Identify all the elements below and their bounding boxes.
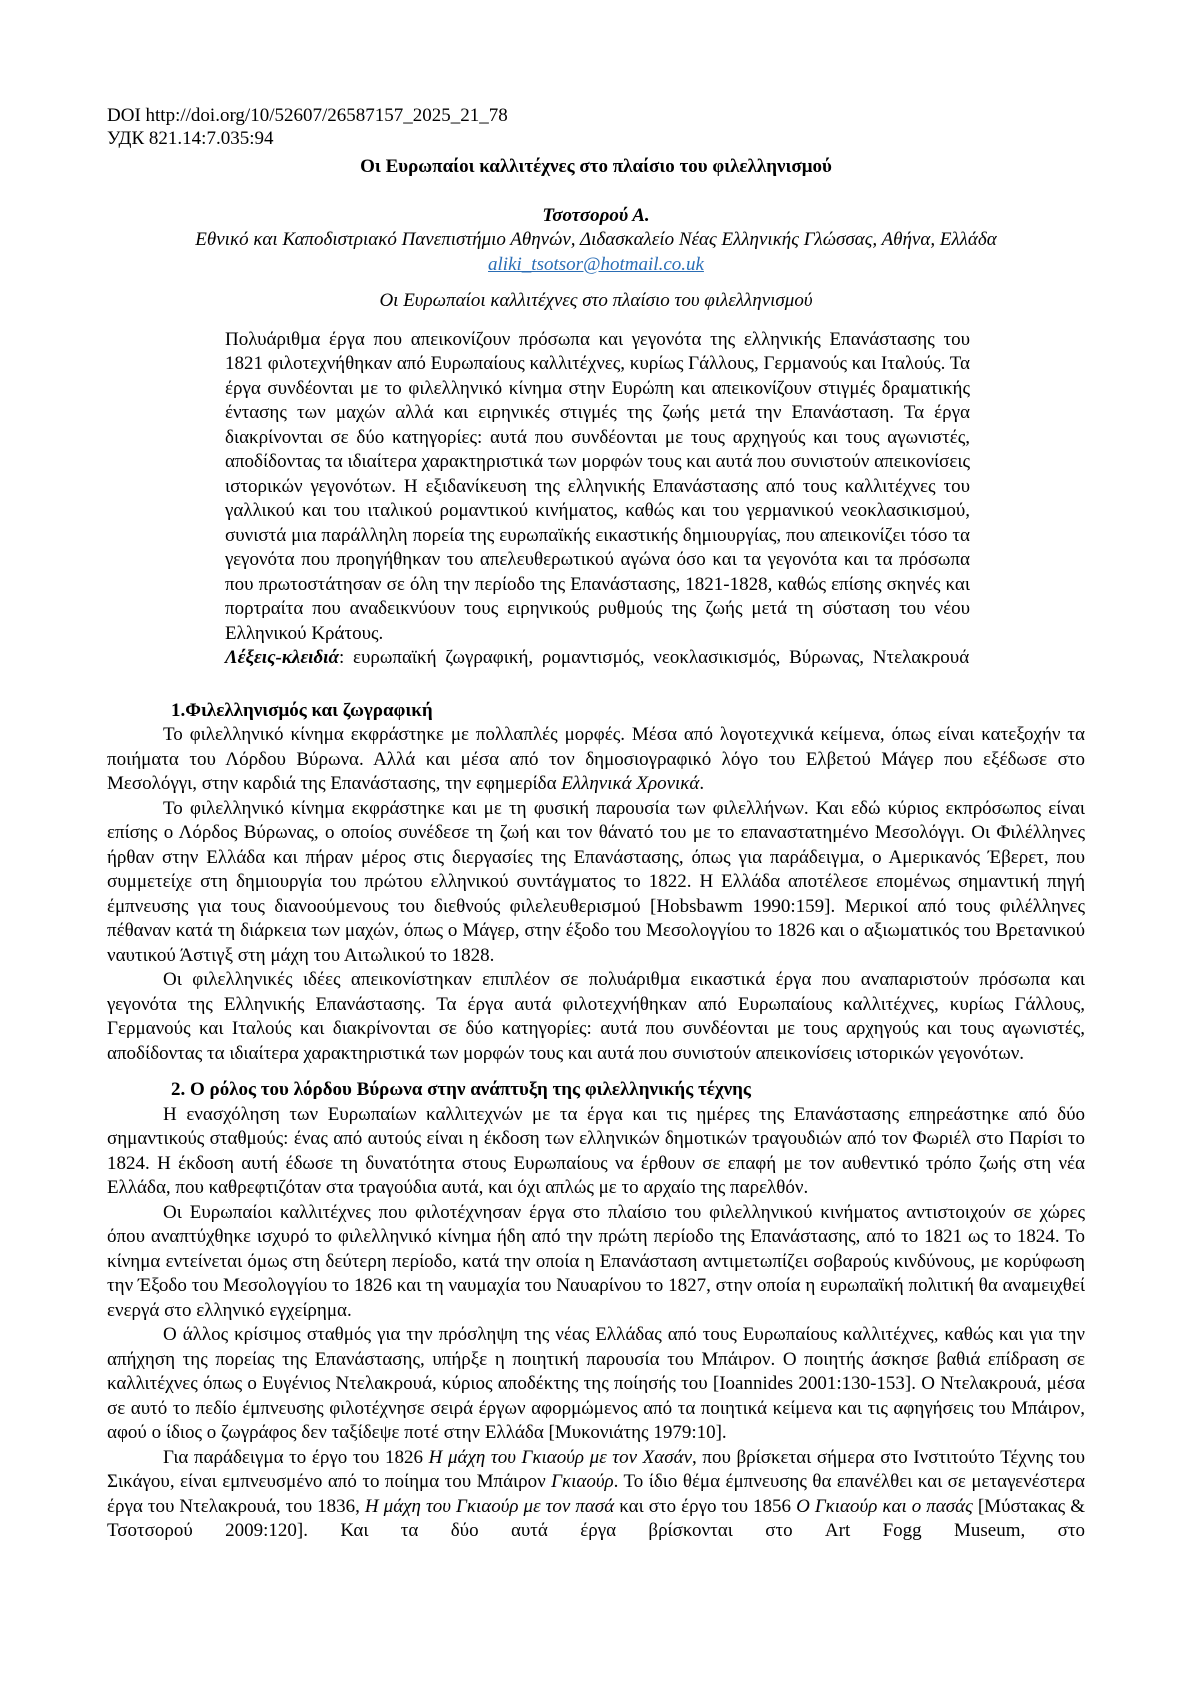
section2-paragraph-4 <box>107 1446 1085 1544</box>
section2-paragraph-1: Η ενασχόληση των Ευρωπαίων καλλιτεχνών με τα έργα και τις ημέρες της Επανάστασης επηρεάστηκε από δύο σημαντικούς σταθμούς: ένας από αυτούς είναι η έκδοση των ελληνικών δημοτικών τραγουδιών από τον Φωριέλ στο Παρίσι το 1824. Η έκδοση αυτή έδωσε τη δυνατότητα στους Ευρωπαίους να έρθουν σε επαφή με τον αυθεντικό τρόπο ζωής στη νέα Ελλάδα, που καθρεφτιζόταν στα τραγούδια αυτά, και όχι απλώς με το αρχαίο της παρελθόν. <box>107 1103 1085 1198</box>
keywords-separator: : <box>338 647 353 668</box>
section2-paragraph-2: Οι Ευρωπαίοι καλλιτέχνες που φιλοτέχνησαν έργα στο πλαίσιο του φιλελληνικού κινήματος αντιστοιχούν σε χώρες όπου αναπτύχθηκε ισχυρό το φιλελληνικό κίνημα ήδη από την πρώτη περίοδο της Επανάστασης, από το 1821 ως το 1824. Το κίνημα εντείνεται όμως στη δεύτερη περίοδο, κατά την οποία η Επανάσταση αντιμετωπίζει σοβαρούς κινδύνους, με κορύφωση την Έξοδο του Μεσολογγίου το 1826 και τη ναυμαχία του Ναυαρίνου το 1827, στην οποία η ευρωπαϊκή πολιτική θα αναμειχθεί ενεργά στο ελληνικό εγχείρημα. <box>107 1201 1085 1321</box>
section1-paragraph-1 <box>107 723 1085 797</box>
keywords-label: Λέξεις-κλειδιά <box>225 647 339 668</box>
udc-line: УДК 821.14:7.035:94 <box>107 128 274 149</box>
article-title: Οι Ευρωπαίοι καλλιτέχνες στο πλαίσιο του φιλελληνισμού <box>360 156 832 177</box>
artwork-title-italic: Η μάχη του Γκιαούρ με τον πασά <box>364 1495 615 1517</box>
paragraph-text: Για παράδειγμα το έργο του 1826 <box>163 1446 429 1468</box>
newspaper-title-italic: Ελληνικά Χρονικά <box>561 773 700 794</box>
artwork-title-italic: Η μάχη του Γκιαούρ με τον Χασάν <box>428 1446 692 1468</box>
section1-paragraph-3: Οι φιλελληνικές ιδέες απεικονίστηκαν επιπλέον σε πολυάριθμα εικαστικά έργα που αναπαριστούν πρόσωπα και γεγονότα της Ελληνικής Επανάστασης. Τα έργα αυτά φιλοτεχνήθηκαν από Ευρωπαίους καλλιτέχνες, κυρίως Γάλλους, Γερμανούς και Ιταλούς και διακρίνονται σε δύο κατηγορίες: αυτά που συνδέονται με τους αρχηγούς και τους αγωνιστές, αποδίδοντας τα ιδιαίτερα χαρακτηριστικά των μορφών τους και αυτά που συνιστούν απεικονίσεις ιστορικών γεγονότων. <box>107 969 1085 1064</box>
email-line <box>107 253 1085 278</box>
abstract-paragraph: Πολυάριθμα έργα που απεικονίζουν πρόσωπα και γεγονότα της ελληνικής Επανάστασης του 1821 φιλοτεχνήθηκαν από Ευρωπαίους καλλιτέχνες, κυρίως Γάλλους, Γερμανούς και Ιταλούς. Τα έργα συνδέονται με το φιλελληνικό κίνημα στην Ευρώπη και απεικονίζουν στιγμές δραματικής έντασης των μαχών αλλά και ειρηνικές στιγμές της ζωής μετά την Επανάσταση. Τα έργα διακρίνονται σε δύο κατηγορίες: αυτά που συνδέονται με τους αρχηγούς και τους αγωνιστές, αποδίδοντας τα ιδιαίτερα χαρακτηριστικά των μορφών τους και αυτά που συνιστούν απεικονίσεις ιστορικών γεγονότων. Η εξιδανίκευση της ελληνικής Επανάστασης από τους καλλιτέχνες του γαλλικού και του ιταλικού ρομαντικού κινήματος, καθώς και του γερμανικού νεοκλασικισμού, συνιστά μια παράλληλη πορεία της ευρωπαϊκής εικαστικής δημιουργίας, που απεικονίζει τόσο τα γεγονότα που προηγήθηκαν του απελευθερωτικού αγώνα όσο και τα γεγονότα και τα πρόσωπα που πρωτοστάτησαν σε όλη την περίοδο της Επανάστασης, 1821-1828, καθώς επίσης σκηνές και πορτραίτα που αναδεικνύουν τους ειρηνικούς ρυθμούς της ζωής μετά τη σύσταση του νέου Ελληνικού Κράτους. <box>225 328 970 644</box>
keywords-text: ευρωπαϊκή ζωγραφική, ρομαντισμός, νεοκλασικισμός, Βύρωνας, Ντελακρουά <box>353 647 970 668</box>
section-1-heading: 1.Φιλελληνισμός και ζωγραφική <box>171 699 433 721</box>
author-name: Τσοτσορού Α. <box>542 204 650 226</box>
section1-paragraph-2: Το φιλελληνικό κίνημα εκφράστηκε και με τη φυσική παρουσία των φιλελλήνων. Και εδώ κύριος εκπρόσωπος είναι επίσης ο Λόρδος Βύρωνας, ο οποίος συνέδεσε τη ζωή και τον θάνατό του με το επαναστατημένο Μεσολόγγι. Οι Φιλέλληνες ήρθαν στην Ελλάδα και πήραν μέρος στις διεργασίες της Επανάστασης, όπως για παράδειγμα, ο Αμερικανός Έβερετ, που συμμετείχε στη δημιουργία του πρώτου ελληνικού συντάγματος το 1822. Η Ελλάδα αποτέλεσε επομένως σημαντική πηγή έμπνευσης για τους διανοούμενους του διεθνούς φιλελευθερισμού [Hobsbawm 1990:159]. Μερικοί από τους φιλέλληνες πέθαναν κατά τη διάρκεια των μαχών, όπως ο Μάγερ, στην έξοδο του Μεσολογγίου το 1826 και ο αξιωματικός του Βρετανικού ναυτικού Άστιγξ στη μάχη του Αιτωλικού το 1828. <box>107 797 1085 966</box>
author-affiliation: Εθνικό και Καποδιστριακό Πανεπιστήμιο Αθηνών, Διδασκαλείο Νέας Ελληνικής Γλώσσας, Αθήνα, Ελλάδα <box>195 229 997 250</box>
section2-paragraph-3: Ο άλλος κρίσιμος σταθμός για την πρόσληψη της νέας Ελλάδας από τους Ευρωπαίους καλλιτέχνες, καθώς και για την απήχηση της πορείας της Επανάστασης, υπήρξε η ποιητική παρουσία του Μπάιρον. Ο ποιητής άσκησε βαθιά επίδραση σε καλλιτέχνες όπως ο Ευγένιος Ντελακρουά, κύριος αποδέκτης της ποίησής του [Ioannides 2001:130-153]. Ο Ντελακρουά, μέσα σε αυτό το πεδίο έμπνευσης φιλοτέχνησε σειρά έργων αφορμώμενος από τα ποιητικά κείμενα και τις αφηγήσεις του Μπάιρον, αφού ο ίδιος ο ζωγράφος δεν ταξίδεψε ποτέ στην Ελλάδα [Μυκονιάτης 1979:10]. <box>107 1324 1085 1443</box>
paragraph-text: [Μύστακας & Τσοτσορού 2009:120]. Και τα δύο αυτά έργα βρίσκονται στο Art Fogg Museum, στο <box>107 1495 1085 1541</box>
abstract-block <box>225 328 970 671</box>
author-email-link[interactable]: aliki_tsotsor@hotmail.co.uk <box>488 253 704 275</box>
paragraph-text: . Το ίδιο θέμα έμπνευσης θα επανέλθει και σε μεταγενέστερα έργα του Ντελακρουά, του 1836, <box>107 1471 1085 1517</box>
article-subtitle: Οι Ευρωπαίοι καλλιτέχνες στο πλαίσιο του φιλελληνισμού <box>379 290 813 311</box>
paragraph-text: Το φιλελληνικό κίνημα εκφράστηκε με πολλαπλές μορφές. Μέσα από λογοτεχνικά κείμενα, όπως είναι κατεξοχήν τα ποιήματα του Λόρδου Βύρωνα. Αλλά και μέσα από τον δημοσιογραφικό λόγο του Ελβετού Μάγερ που εξέδωσε στο Μεσολόγγι, στην καρδιά της Επανάστασης, την εφημερίδα <box>107 724 1085 794</box>
paragraph-text: και στο έργο του 1856 <box>614 1495 797 1517</box>
keywords-line <box>225 646 970 671</box>
section-2-heading: 2. Ο ρόλος του λόρδου Βύρωνα στην ανάπτυξη της φιλελληνικής τέχνης <box>171 1079 751 1100</box>
artwork-title-italic: Ο Γκιαούρ και ο πασάς <box>796 1495 973 1517</box>
poem-title-italic: Γκιαούρ <box>551 1471 614 1492</box>
doi-line: DOI http://doi.org/10/52607/26587157_2025_21_78 <box>107 105 508 126</box>
paragraph-text: , που βρίσκεται σήμερα στο Ινστιτούτο Τέχνης του Σικάγου, είναι εμπνευσμένο από το ποίημα του Μπάιρον <box>107 1446 1085 1492</box>
paragraph-text: . <box>699 773 705 794</box>
